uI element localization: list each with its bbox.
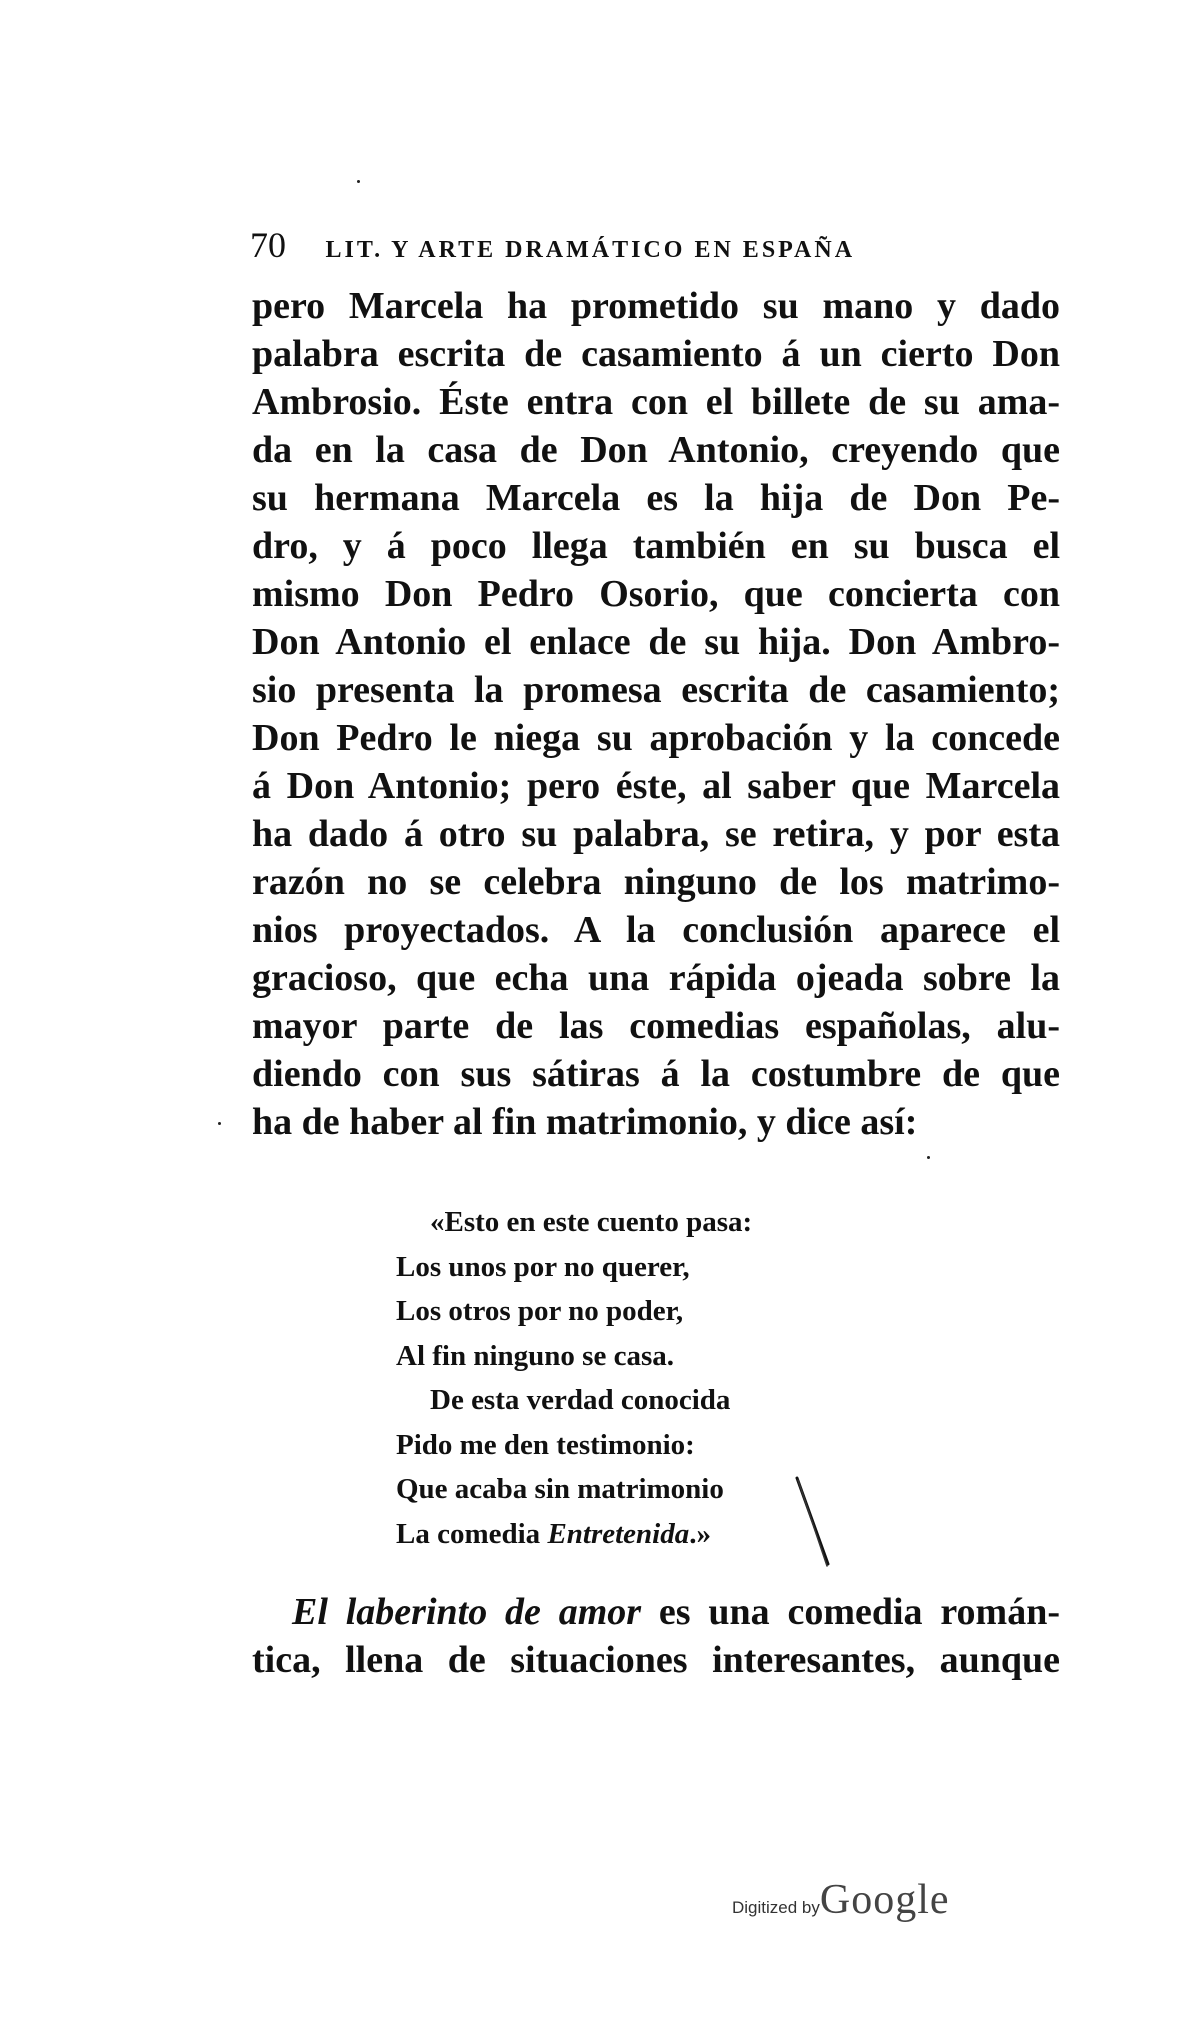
work-title: El laberinto de amor — [292, 1591, 642, 1633]
text-line: su hermana Marcela es la hija de Don Pe- — [252, 477, 1060, 519]
verse-line: Los unos por no querer, — [396, 1250, 690, 1283]
text-line: pero Marcela ha prometido su mano y dado — [252, 285, 1060, 327]
text-line: tica, llena de situaciones interesantes, aunque — [252, 1639, 1060, 1681]
text-line: da en la casa de Don Antonio, creyendo que — [252, 429, 1060, 471]
verse-line: Al fin ninguno se casa. — [396, 1339, 674, 1372]
text-line: palabra escrita de casamiento á un cierto Don — [252, 333, 1060, 375]
google-logo: Google — [819, 1877, 950, 1923]
verse-line — [396, 1512, 856, 1557]
text-line: gracioso, que echa una rápida ojeada sobre la — [252, 957, 1060, 999]
text-line: dro, y á poco llega también en su busca el — [252, 525, 1060, 567]
verse-line: Que acaba sin matrimonio — [396, 1473, 724, 1505]
watermark-prefix: Digitized by — [732, 1898, 820, 1917]
paragraph-2 — [252, 1588, 1060, 1684]
text-line: Don Antonio el enlace de su hija. Don Ambro- — [252, 621, 1060, 663]
text-line: mismo Don Pedro Osorio, que concierta con — [252, 573, 1060, 615]
text-line: sio presenta la promesa escrita de casamiento; — [252, 669, 1060, 711]
verse-line: Los otros por no poder, — [396, 1295, 684, 1327]
text-line: á Don Antonio; pero éste, al saber que Marcela — [252, 765, 1060, 807]
print-speck — [927, 1156, 930, 1159]
text-run: es una comedia román- — [641, 1591, 1060, 1633]
text-line: ha dado á otro su palabra, se retira, y por esta — [252, 813, 1060, 855]
page-number: 70 — [250, 225, 286, 265]
print-speck — [357, 180, 360, 183]
verse-text: .» — [689, 1517, 711, 1550]
verse-line: Pido me den testimonio: — [396, 1428, 695, 1461]
text-line: diendo con sus sátiras á la costumbre de que — [252, 1053, 1060, 1095]
verse-quotation — [396, 1200, 856, 1556]
running-head — [250, 224, 1060, 268]
digitization-watermark — [732, 1876, 950, 1924]
pen-mark — [795, 1476, 831, 1568]
text-line: ha de haber al fin matrimonio, y dice así: — [252, 1101, 918, 1143]
verse-line: De esta verdad conocida — [430, 1384, 731, 1416]
text-line: mayor parte de las comedias españolas, alu- — [252, 1005, 1060, 1047]
text-line — [252, 1588, 1060, 1636]
print-speck — [218, 1122, 221, 1125]
text-line: nios proyectados. A la conclusión aparece el — [252, 909, 1060, 951]
paragraph-1 — [252, 282, 1060, 1146]
text-line: Don Pedro le niega su aprobación y la concede — [252, 717, 1060, 759]
text-line: Ambrosio. Éste entra con el billete de su ama- — [252, 381, 1060, 423]
running-head-title: LIT. Y ARTE DRAMÁTICO EN ESPAÑA — [325, 237, 856, 263]
verse-text: La comedia — [396, 1517, 548, 1550]
verse-line: «Esto en este cuento pasa: — [430, 1206, 753, 1238]
work-title: Entretenida — [547, 1517, 690, 1550]
text-line: razón no se celebra ninguno de los matrimo- — [252, 861, 1060, 903]
